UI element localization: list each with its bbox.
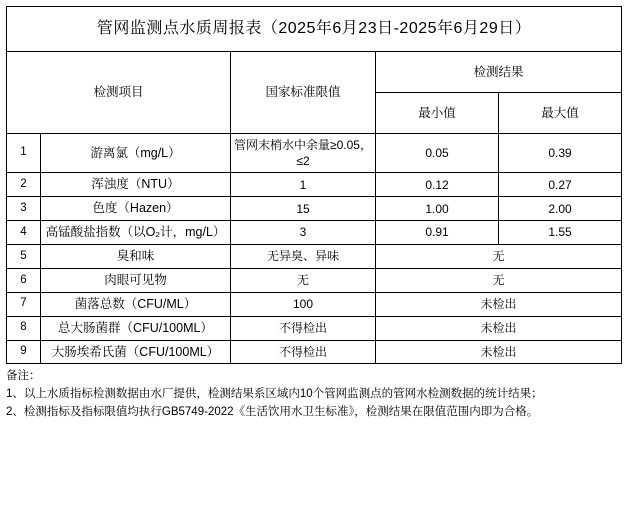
table-title-row	[7, 7, 622, 52]
row-index: 6	[7, 268, 41, 292]
header-standard: 国家标准限值	[231, 52, 376, 134]
row-standard: 100	[231, 292, 376, 316]
row-result: 未检出	[376, 292, 622, 316]
row-index: 3	[7, 197, 41, 221]
row-max: 1.55	[499, 221, 622, 245]
row-standard: 无异臭、异味	[231, 245, 376, 269]
table-row	[7, 268, 622, 292]
page-title: 管网监测点水质周报表（2025年6月23日-2025年6月29日）	[7, 7, 622, 52]
table-row	[7, 221, 622, 245]
row-index: 5	[7, 245, 41, 269]
row-standard: 无	[231, 268, 376, 292]
row-result: 未检出	[376, 340, 622, 364]
row-result: 无	[376, 245, 622, 269]
note-item-1: 1、以上水质指标检测数据由水厂提供，检测结果系区域内10个管网监测点的管网水检测数据的统计结果；	[6, 388, 543, 401]
row-index: 2	[7, 173, 41, 197]
row-standard: 管网末梢水中余量≥0.05，≤2	[231, 134, 376, 173]
table-row	[7, 316, 622, 340]
table-row	[7, 245, 622, 269]
row-min: 0.91	[376, 221, 499, 245]
row-result: 无	[376, 268, 622, 292]
table-row	[7, 134, 622, 173]
row-item: 色度（Hazen）	[41, 197, 231, 221]
row-standard: 不得检出	[231, 316, 376, 340]
row-standard: 不得检出	[231, 340, 376, 364]
notes-section	[6, 368, 621, 421]
water-quality-table	[6, 6, 622, 364]
row-result: 未检出	[376, 316, 622, 340]
row-max: 0.27	[499, 173, 622, 197]
row-item: 游离氯（mg/L）	[41, 134, 231, 173]
row-item: 浑浊度（NTU）	[41, 173, 231, 197]
row-item: 菌落总数（CFU/ML）	[41, 292, 231, 316]
header-max: 最大值	[499, 93, 622, 134]
row-max: 2.00	[499, 197, 622, 221]
row-standard: 15	[231, 197, 376, 221]
row-min: 0.12	[376, 173, 499, 197]
table-row	[7, 173, 622, 197]
row-item: 肉眼可见物	[41, 268, 231, 292]
row-min: 0.05	[376, 134, 499, 173]
row-index: 8	[7, 316, 41, 340]
row-index: 9	[7, 340, 41, 364]
row-min: 1.00	[376, 197, 499, 221]
table-row	[7, 197, 622, 221]
header-result: 检测结果	[376, 52, 622, 93]
row-standard: 1	[231, 173, 376, 197]
row-index: 7	[7, 292, 41, 316]
header-item: 检测项目	[7, 52, 231, 134]
row-standard: 3	[231, 221, 376, 245]
note-item-2: 2、检测指标及指标限值均执行GB5749-2022《生活饮用水卫生标准》，检测结果在限值范围内即为合格。	[6, 406, 539, 418]
row-index: 4	[7, 221, 41, 245]
row-max: 0.39	[499, 134, 622, 173]
notes-heading: 备注：	[6, 370, 41, 383]
row-item: 总大肠菌群（CFU/100ML）	[41, 316, 231, 340]
row-item: 臭和味	[41, 245, 231, 269]
table-row	[7, 340, 622, 364]
table-row	[7, 292, 622, 316]
row-item: 高锰酸盐指数（以O₂计，mg/L）	[41, 221, 231, 245]
table-header-row-1	[7, 52, 622, 93]
row-item: 大肠埃希氏菌（CFU/100ML）	[41, 340, 231, 364]
header-min: 最小值	[376, 93, 499, 134]
row-index: 1	[7, 134, 41, 173]
